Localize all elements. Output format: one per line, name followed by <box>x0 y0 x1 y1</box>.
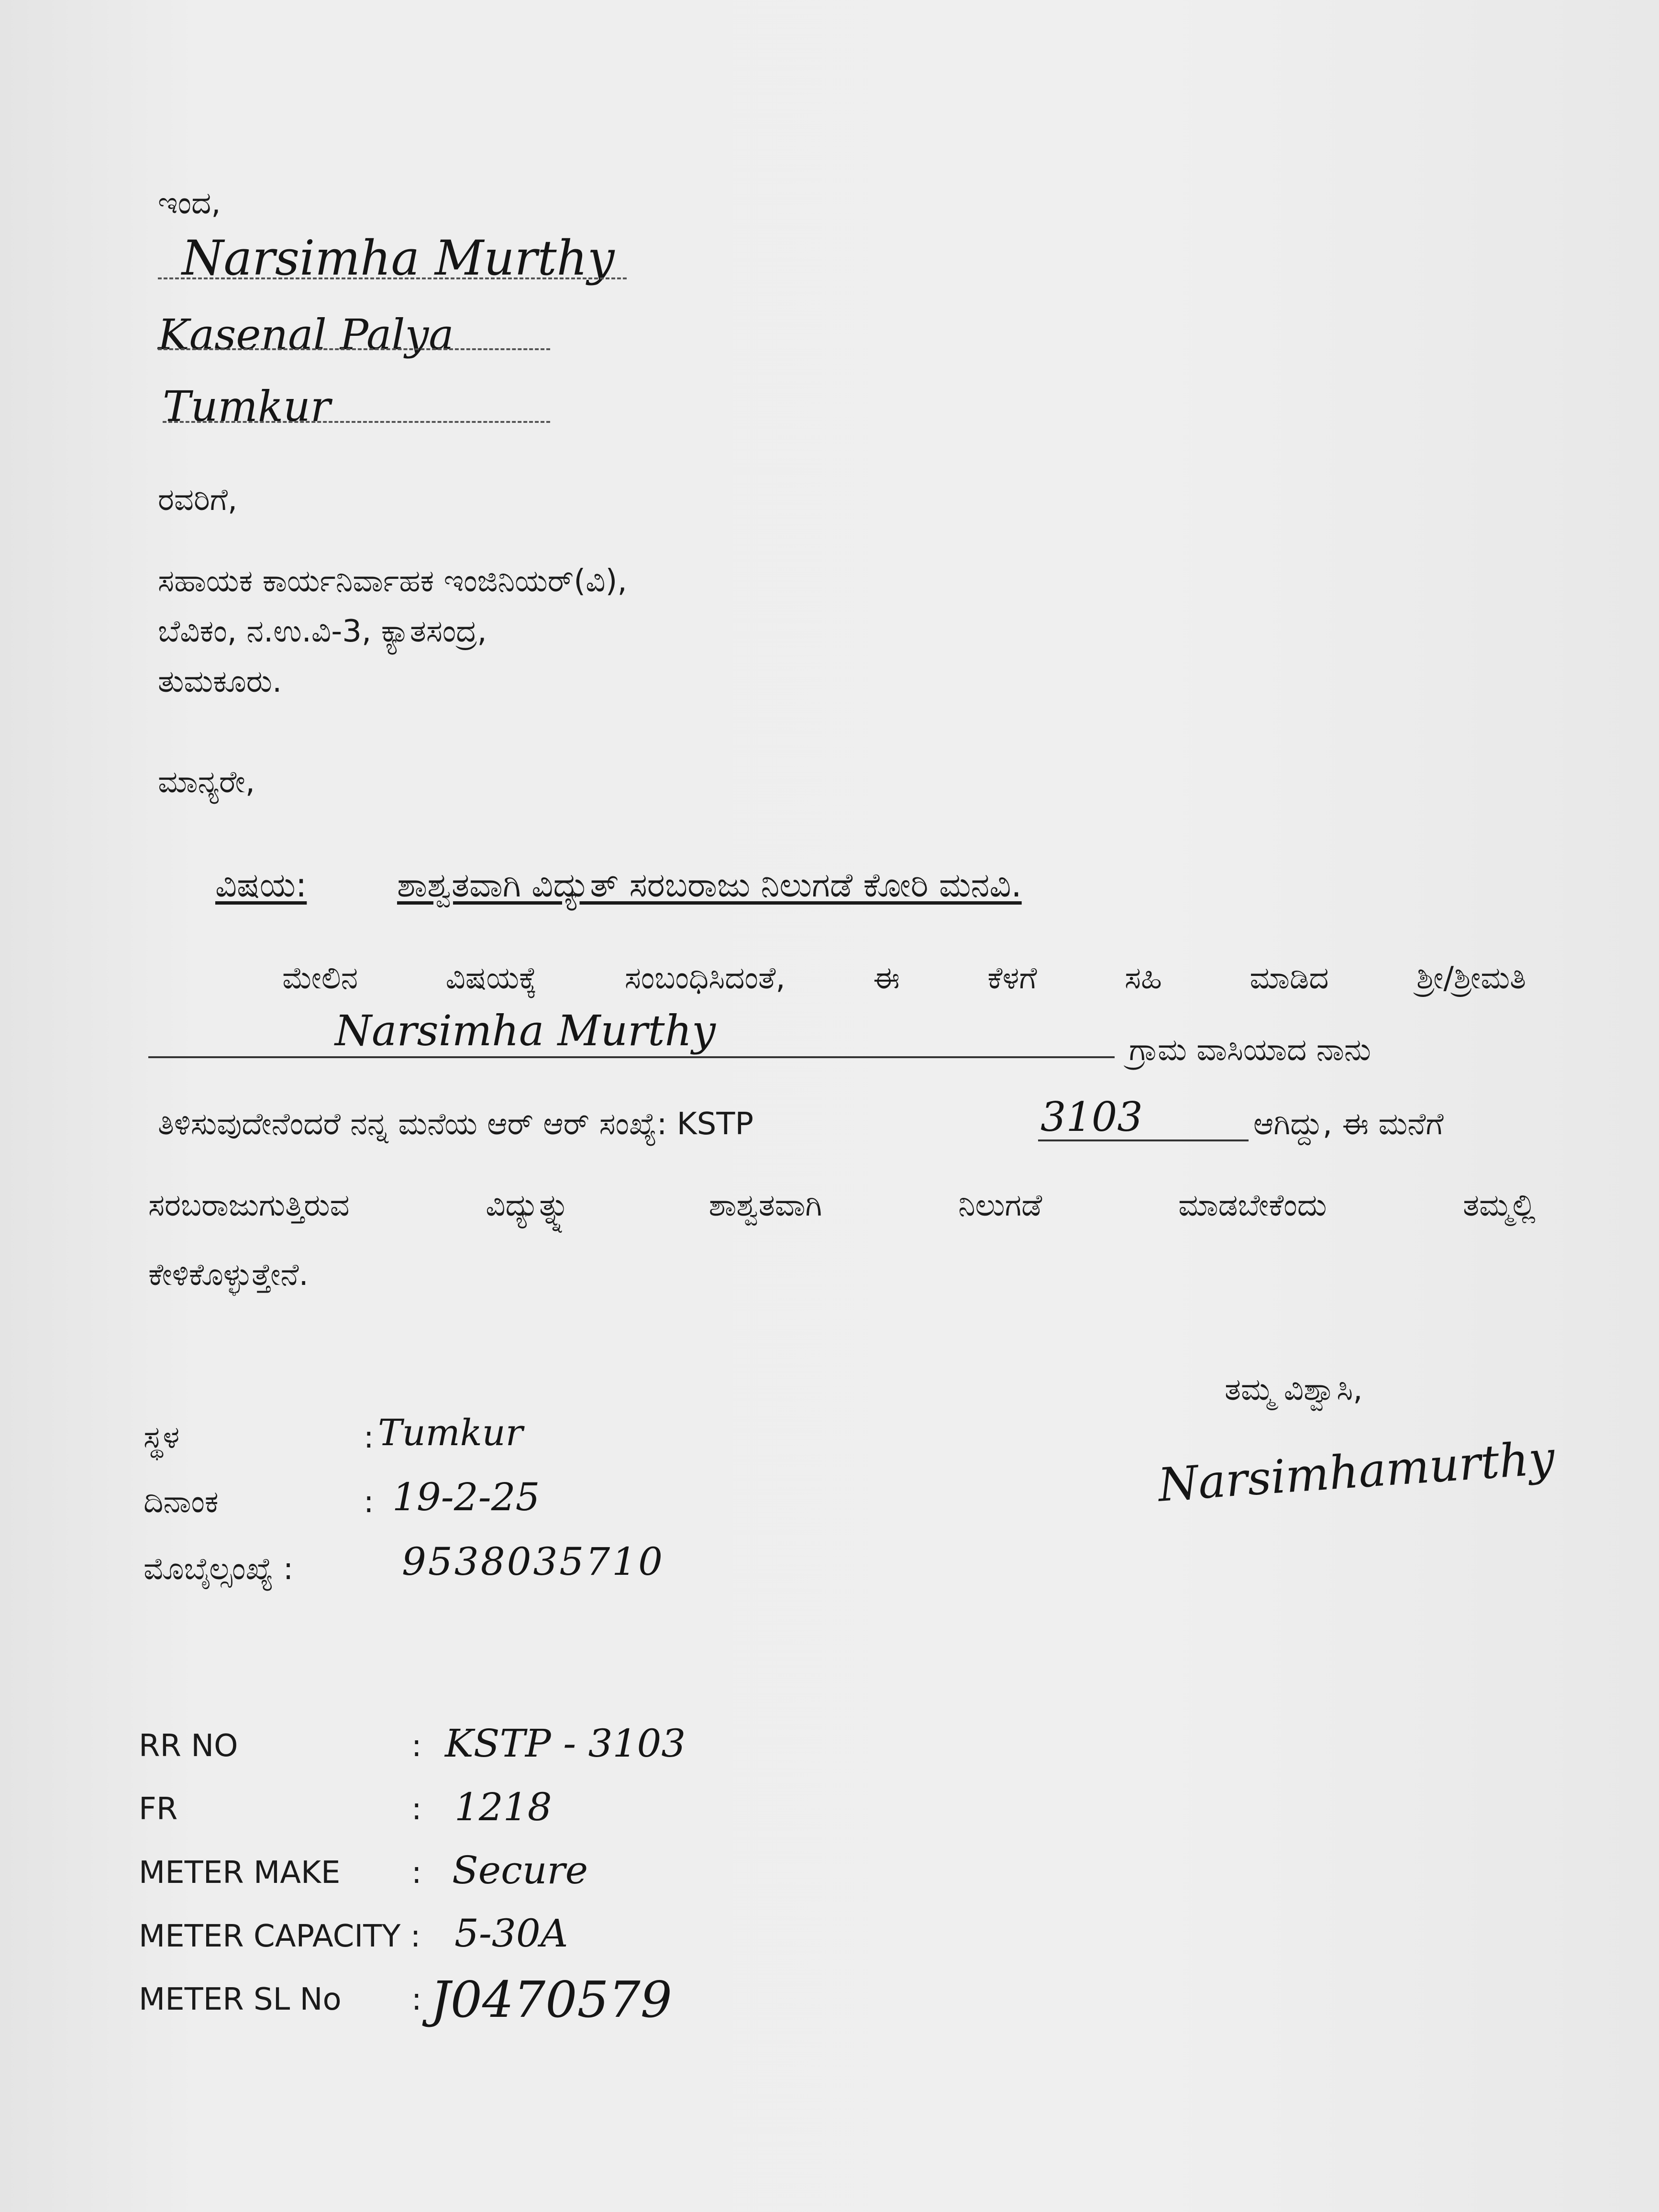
subject-text: ಶಾಶ್ವತವಾಗಿ ವಿದ್ಯುತ್ ಸರಬರಾಜು ನಿಲುಗಡೆ ಕೋರಿ ಮನವಿ. <box>397 865 1022 905</box>
meter-capacity-value: 5-30A <box>454 1911 568 1956</box>
fr-sep: : <box>411 1792 422 1827</box>
recipient-line2: ಬೆವಿಕಂ, ನ.ಉ.ವಿ-3, ಕ್ಯಾತಸಂದ್ರ, <box>158 614 487 649</box>
date-label: ದಿನಾಂಕ <box>144 1484 219 1520</box>
rr-label: RR NO <box>139 1728 238 1764</box>
from-label: ಇಂದ, <box>158 186 221 221</box>
body-line1: ಮೇಲಿನ ವಿಷಯಕ್ಕೆ ಸಂಬಂಧಿಸಿದಂತೆ, ಈ ಕೆಳಗೆ ಸಹಿ ಮಾಡಿದ ಶ್ರೀ/ಶ್ರೀಮತಿ <box>282 961 1526 996</box>
meter-make-value: Secure <box>452 1848 588 1892</box>
sender-city-line <box>163 421 550 423</box>
sender-place-line <box>158 348 550 350</box>
salutation: ಮಾನ್ಯರೇ, <box>158 764 255 800</box>
subject-label: ವಿಷಯ: <box>215 865 307 905</box>
body-line3-prefix: ತಿಳಿಸುವುದೇನೆಂದರೆ ನನ್ನ ಮನೆಯ ಆರ್ ಆರ್ ಸಂಖ್ಯೆ: KSTP <box>158 1106 754 1142</box>
date-value: 19-2-25 <box>392 1475 540 1519</box>
signature: Narsimhamurthy <box>1156 1431 1557 1512</box>
body-name: Narsimha Murthy <box>335 1006 716 1055</box>
sender-name: Narsimha Murthy <box>182 230 615 286</box>
fr-value: 1218 <box>454 1785 552 1829</box>
meter-sl-label: METER SL No <box>139 1982 342 2017</box>
body-line5: ಕೇಳಿಕೊಳ್ಳುತ್ತೇನೆ. <box>148 1257 309 1293</box>
body-line2-suffix: ಗ್ರಾಮ ವಾಸಿಯಾದ ನಾನು <box>1129 1032 1371 1068</box>
body-rr-line <box>1038 1139 1249 1141</box>
fr-label: FR <box>139 1792 178 1827</box>
closing: ತಮ್ಮ ವಿಶ್ವಾಸಿ, <box>1225 1372 1363 1407</box>
place-label: ಸ್ಥಳ <box>144 1420 180 1455</box>
meter-capacity-label: METER CAPACITY : <box>139 1919 421 1954</box>
rr-value: KSTP - 3103 <box>445 1721 686 1766</box>
mobile-value: 9538035710 <box>402 1539 664 1584</box>
recipient-line3: ತುಮಕೂರು. <box>158 664 282 699</box>
recipient-line1: ಸಹಾಯಕ ಕಾರ್ಯನಿರ್ವಾಹಕ ಇಂಜಿನಿಯರ್(ವಿ), <box>158 564 627 599</box>
body-line4: ಸರಬರಾಜುಗುತ್ತಿರುವ ವಿದ್ಯುತ್ನ್ನು ಶಾಶ್ವತವಾಗಿ ನಿಲುಗಡೆ ಮಾಡಬೇಕೆಂದು ತಮ್ಮಲ್ಲಿ <box>148 1188 1536 1223</box>
to-label: ರವರಿಗೆ, <box>158 482 238 518</box>
body-name-line <box>148 1056 1115 1058</box>
sender-city: Tumkur <box>163 382 331 431</box>
meter-make-label: METER MAKE <box>139 1855 341 1891</box>
rr-sep: : <box>411 1728 422 1764</box>
meter-make-sep: : <box>411 1855 422 1891</box>
sender-place: Kasenal Palya <box>158 310 454 359</box>
date-sep: : <box>364 1484 374 1520</box>
meter-sl-sep: : <box>411 1982 422 2017</box>
body-line3-suffix: ಆಗಿದ್ದು, ಈ ಮನೆಗೆ <box>1253 1106 1444 1142</box>
place-sep: : <box>364 1420 374 1455</box>
body-rr-number: 3103 <box>1040 1094 1143 1140</box>
meter-sl-value: J0470579 <box>431 1970 672 2029</box>
place-value: Tumkur <box>378 1411 523 1454</box>
sender-name-line <box>158 277 627 279</box>
mobile-label: ಮೊಬೈಲ್ಸಂಖ್ಯೆ : <box>144 1551 294 1587</box>
